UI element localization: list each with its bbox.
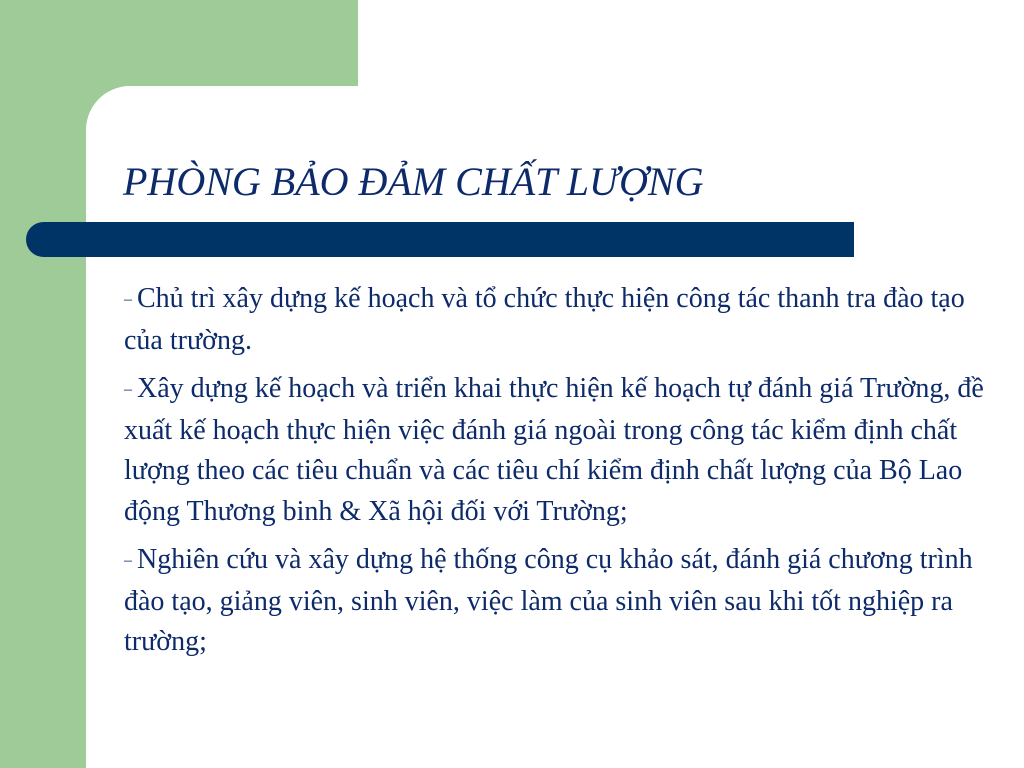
bullet-dash: –	[124, 381, 132, 398]
bullet-text: Nghiên cứu và xây dựng hệ thống công cụ khảo sát, đánh giá chương trình đào tạo, giảng viên, sinh viên, việc làm của sinh viên sau khi tốt nghiệp ra trường;	[124, 544, 973, 657]
bullet-item	[124, 279, 994, 361]
slide-title: PHÒNG BẢO ĐẢM CHẤT LƯỢNG	[123, 159, 704, 204]
bullet-list	[124, 279, 994, 671]
bullet-text: Chủ trì xây dựng kế hoạch và tổ chức thực hiện công tác thanh tra đào tạo của trường.	[124, 283, 965, 356]
bullet-text: Xây dựng kế hoạch và triển khai thực hiện kế hoạch tự đánh giá Trường, đề xuất kế hoạch thực hiện việc đánh giá ngoài trong công tác kiểm định chất lượng theo các tiêu chuẩn và các tiêu chí kiểm định chất lượng của Bộ Lao động Thương binh & Xã hội đối với Trường;	[124, 373, 984, 527]
bullet-dash: –	[124, 552, 132, 569]
bullet-item	[124, 369, 994, 532]
bullet-item	[124, 540, 994, 663]
bullet-dash: –	[124, 291, 132, 308]
title-underline-bar	[26, 222, 854, 257]
